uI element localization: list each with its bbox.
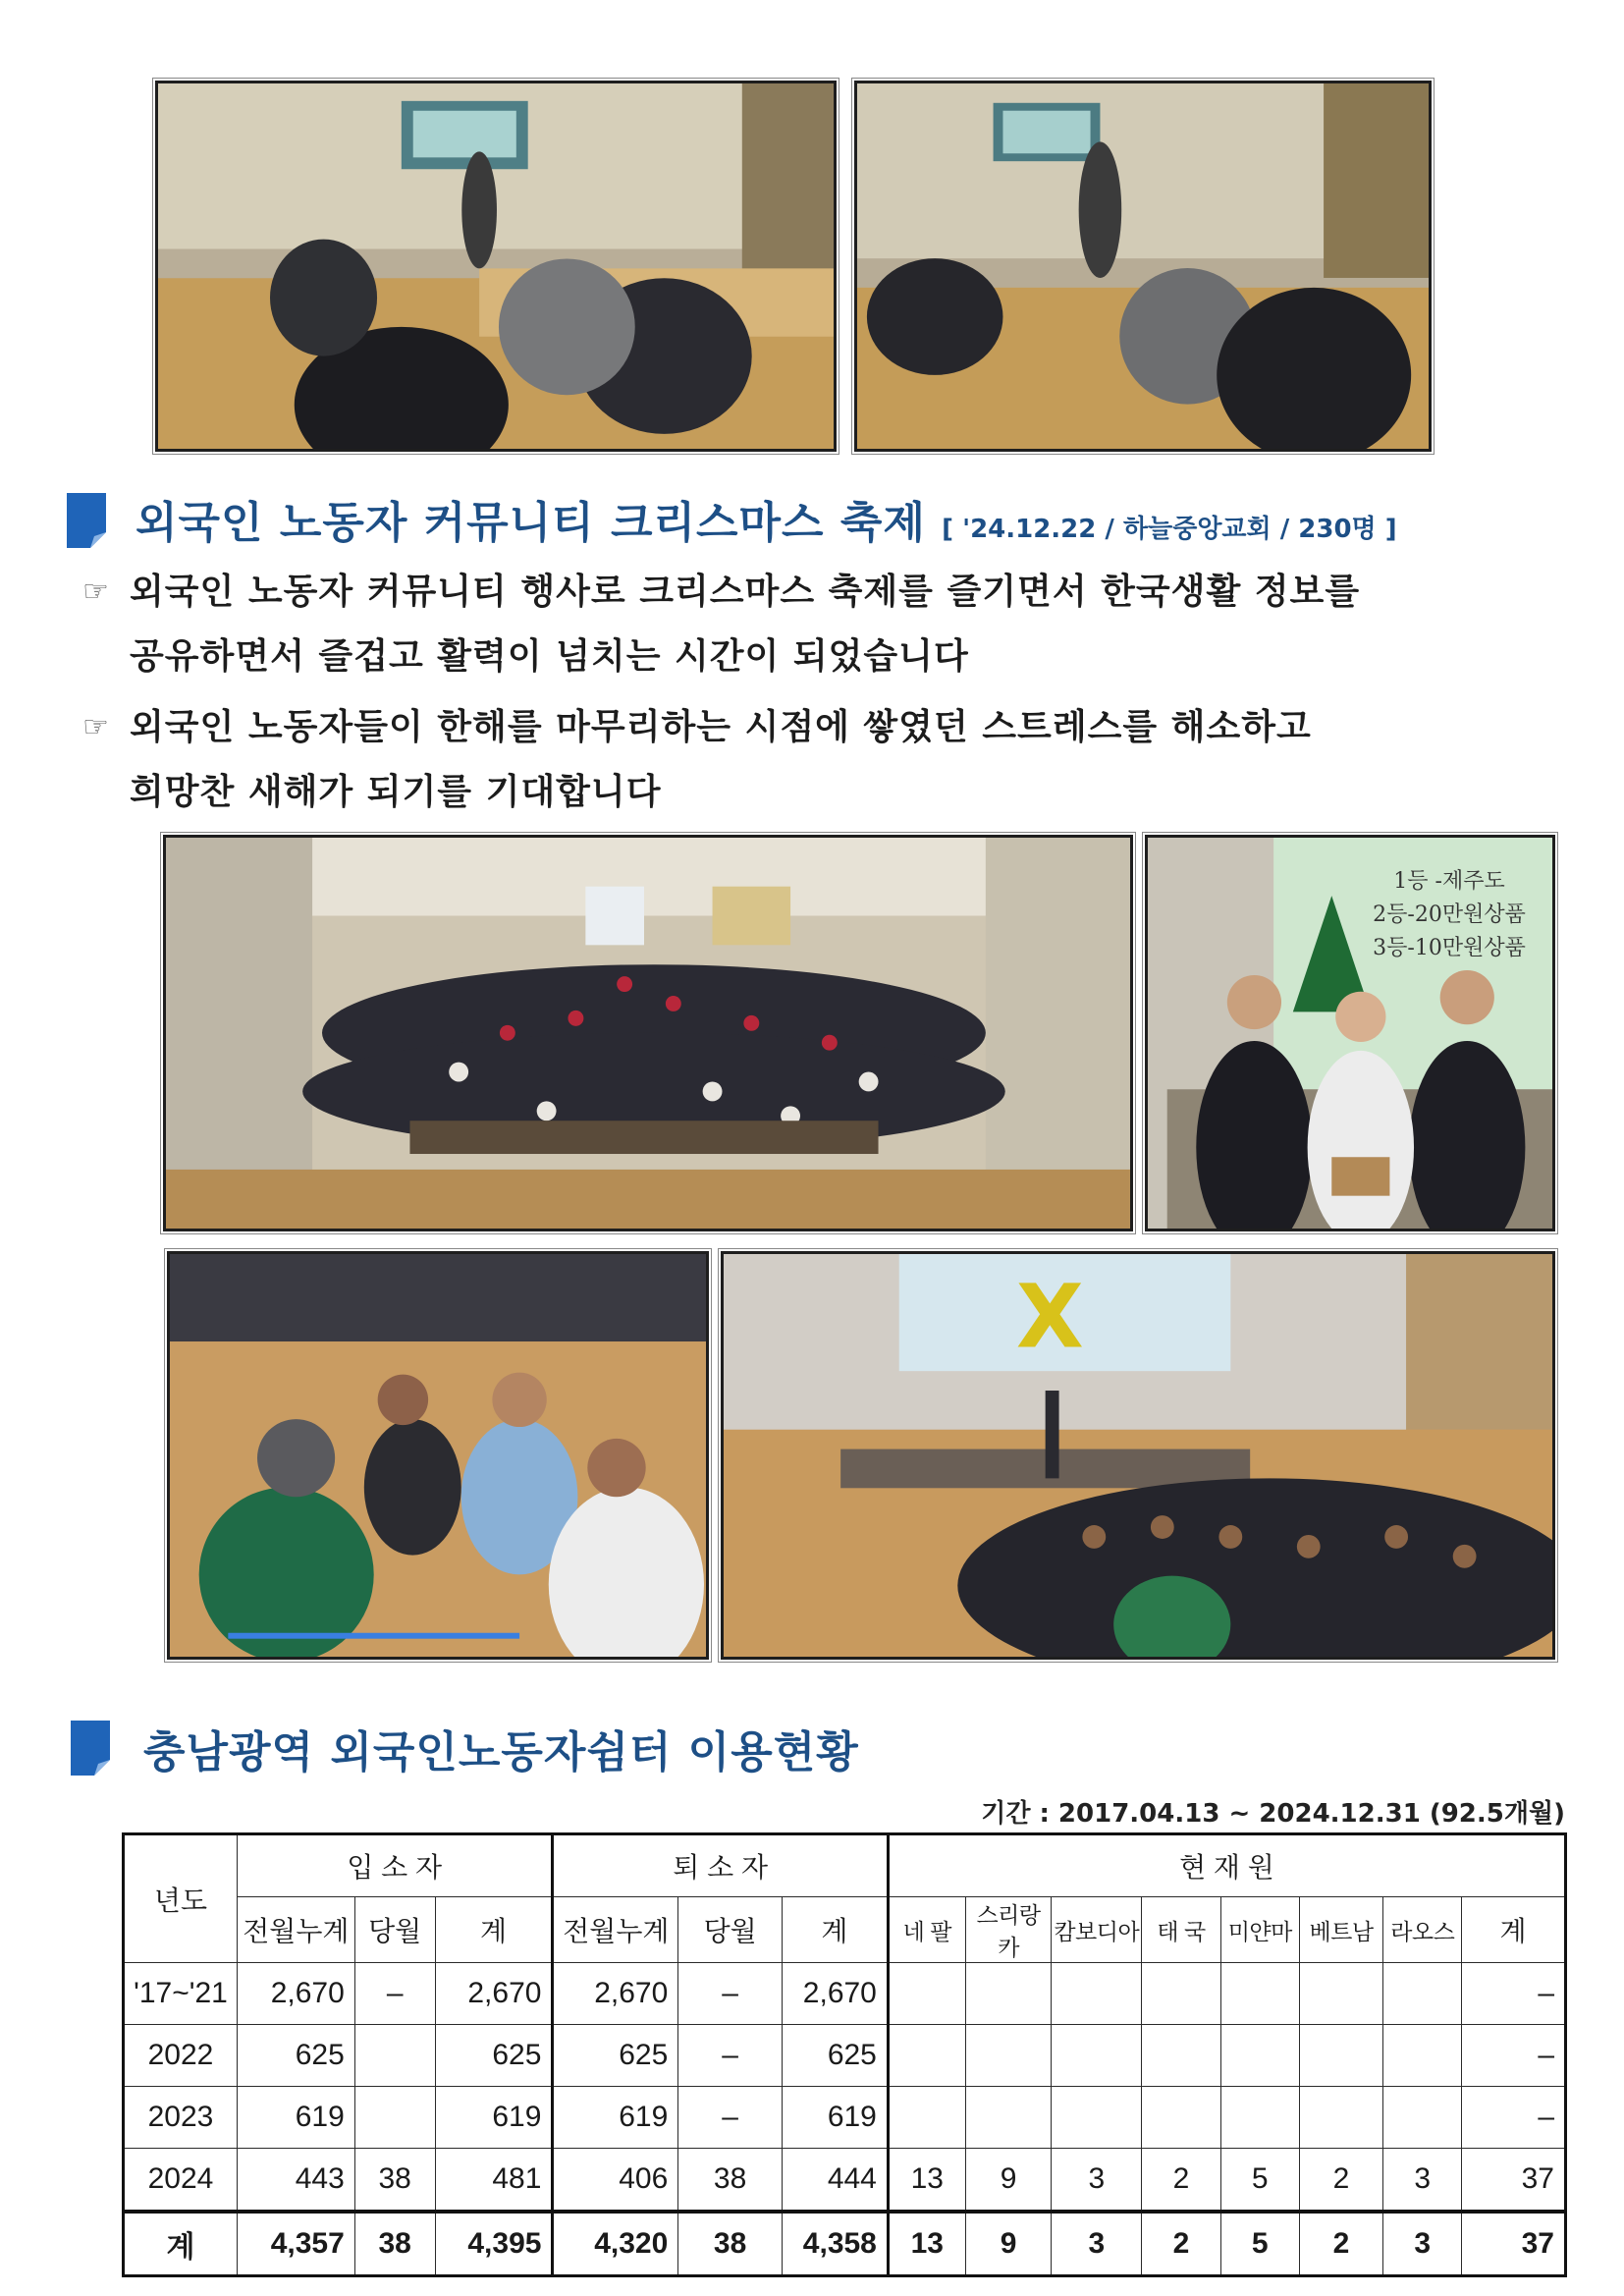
section-title (135, 487, 1397, 550)
cell: 619 (435, 2087, 553, 2149)
photo-floor-games (167, 1251, 709, 1660)
cell (1142, 2087, 1221, 2149)
cell: 38 (678, 2212, 783, 2276)
photo-hall-stage (721, 1251, 1555, 1660)
cell: 37 (1462, 2149, 1566, 2213)
header-country: 태 국 (1142, 1897, 1221, 1963)
bullet-paragraph-1 (82, 560, 1361, 689)
cell: 4,357 (237, 2212, 354, 2276)
cell (888, 2025, 965, 2087)
header-country: 베트남 (1299, 1897, 1383, 1963)
cell: 619 (553, 2087, 678, 2149)
period-label: 기간 : 2017.04.13 ~ 2024.12.31 (92.5개월) (981, 1799, 1565, 1829)
table-row (124, 2025, 1566, 2087)
cell: – (354, 1963, 435, 2025)
cell: 625 (435, 2025, 553, 2087)
cell-year: 2022 (124, 2025, 238, 2087)
header-this-month: 당월 (678, 1897, 783, 1963)
cell: 625 (553, 2025, 678, 2087)
cell: 3 (1052, 2212, 1142, 2276)
prize-line: 1등 -제주도 (1393, 869, 1505, 894)
cell: 444 (782, 2149, 888, 2213)
paragraph-line: 외국인 노동자 커뮤니티 행사로 크리스마스 축제를 즐기면서 한국생활 정보를 (130, 572, 1361, 612)
cell: – (1462, 2025, 1566, 2087)
cell: 625 (782, 2025, 888, 2087)
pointing-hand-icon: ☞ (82, 710, 110, 744)
paragraph-line: 희망찬 새해가 되기를 기대합니다 (130, 772, 662, 812)
cell: 3 (1383, 2212, 1462, 2276)
cell (1383, 1963, 1462, 2025)
cell: – (1462, 2087, 1566, 2149)
cell: 2,670 (237, 1963, 354, 2025)
cell (965, 2025, 1052, 2087)
cell (354, 2087, 435, 2149)
cell: – (678, 2087, 783, 2149)
cell: 9 (965, 2212, 1052, 2276)
cell: 38 (354, 2149, 435, 2213)
cell (354, 2025, 435, 2087)
cell: 5 (1220, 2149, 1299, 2213)
cell (1383, 2025, 1462, 2087)
cell (1142, 2025, 1221, 2087)
cell: 2 (1299, 2212, 1383, 2276)
photo-prize-ceremony (1145, 835, 1555, 1231)
svg-text:X: X (1015, 1266, 1084, 1369)
cell: 481 (435, 2149, 553, 2213)
prize-board (1356, 865, 1543, 965)
header-country: 캄보디아 (1052, 1897, 1142, 1963)
header-prev-total: 전월누계 (553, 1897, 678, 1963)
photo-class-session-right (854, 81, 1432, 452)
cell (888, 2087, 965, 2149)
cell: – (1462, 1963, 1566, 2025)
photo-class-session-left (155, 81, 837, 452)
header-country: 라오스 (1383, 1897, 1462, 1963)
cell: 4,358 (782, 2212, 888, 2276)
table-row (124, 2087, 1566, 2149)
cell: 2,670 (553, 1963, 678, 2025)
cell: 625 (237, 2025, 354, 2087)
cell (1052, 1963, 1142, 2025)
cell: 3 (1383, 2149, 1462, 2213)
cell: 443 (237, 2149, 354, 2213)
cell: 9 (965, 2149, 1052, 2213)
section-title-text: 외국인 노동자 커뮤니티 크리스마스 축제 (135, 498, 926, 548)
header-leave: 퇴 소 자 (553, 1834, 888, 1897)
header-country: 미얀마 (1220, 1897, 1299, 1963)
section-bullet-icon (69, 1717, 114, 1781)
cell: 4,320 (553, 2212, 678, 2276)
header-sum: 계 (435, 1897, 553, 1963)
section-bullet-icon (65, 489, 110, 554)
cell: 406 (553, 2149, 678, 2213)
header-country: 네 팔 (888, 1897, 965, 1963)
cell: 13 (888, 2149, 965, 2213)
cell (1052, 2025, 1142, 2087)
cell (1220, 2025, 1299, 2087)
cell (965, 1963, 1052, 2025)
cell (1220, 2087, 1299, 2149)
cell (1383, 2087, 1462, 2149)
header-sum: 계 (1462, 1897, 1566, 1963)
paragraph-line: 공유하면서 즐겁고 활력이 넘치는 시간이 되었습니다 (130, 636, 969, 677)
bullet-paragraph-2 (82, 695, 1312, 825)
cell: 13 (888, 2212, 965, 2276)
cell: 2 (1299, 2149, 1383, 2213)
cell (888, 1963, 965, 2025)
cell (1142, 1963, 1221, 2025)
cell: 5 (1220, 2212, 1299, 2276)
prize-line: 3등-10만원상품 (1373, 936, 1526, 960)
prize-line: 2등-20만원상품 (1373, 902, 1526, 927)
paragraph-line: 외국인 노동자들이 한해를 마무리하는 시점에 쌓였던 스트레스를 해소하고 (130, 707, 1312, 747)
cell: 38 (678, 2149, 783, 2213)
header-sum: 계 (782, 1897, 888, 1963)
cell-year: 계 (124, 2212, 238, 2276)
table-row (124, 2149, 1566, 2213)
cell: 619 (237, 2087, 354, 2149)
cell: 4,395 (435, 2212, 553, 2276)
cell (1299, 1963, 1383, 2025)
cell (1052, 2087, 1142, 2149)
cell-year: 2024 (124, 2149, 238, 2213)
header-year: 년도 (124, 1834, 238, 1963)
table-row (124, 1963, 1566, 2025)
header-prev-total: 전월누계 (237, 1897, 354, 1963)
photo-group-festival (163, 835, 1133, 1231)
shelter-usage-table (122, 1832, 1567, 2277)
cell: – (678, 2025, 783, 2087)
cell: 619 (782, 2087, 888, 2149)
cell (965, 2087, 1052, 2149)
cell: 2,670 (435, 1963, 553, 2025)
cell: 2,670 (782, 1963, 888, 2025)
cell-year: 2023 (124, 2087, 238, 2149)
cell: 37 (1462, 2212, 1566, 2276)
cell: 3 (1052, 2149, 1142, 2213)
header-admit: 입 소 자 (237, 1834, 553, 1897)
cell (1220, 1963, 1299, 2025)
section-title: 충남광역 외국인노동자쉼터 이용현황 (143, 1727, 859, 1777)
event-meta: [ '24.12.22 / 하늘중앙교회 / 230명 ] (942, 515, 1397, 544)
cell: 2 (1142, 2212, 1221, 2276)
table-total-row (124, 2212, 1566, 2276)
header-current: 현 재 원 (888, 1834, 1565, 1897)
cell: 38 (354, 2212, 435, 2276)
cell: 2 (1142, 2149, 1221, 2213)
cell: – (678, 1963, 783, 2025)
header-country: 스리랑카 (965, 1897, 1052, 1963)
cell (1299, 2025, 1383, 2087)
pointing-hand-icon: ☞ (82, 574, 110, 609)
header-this-month: 당월 (354, 1897, 435, 1963)
cell (1299, 2087, 1383, 2149)
cell-year: '17~'21 (124, 1963, 238, 2025)
